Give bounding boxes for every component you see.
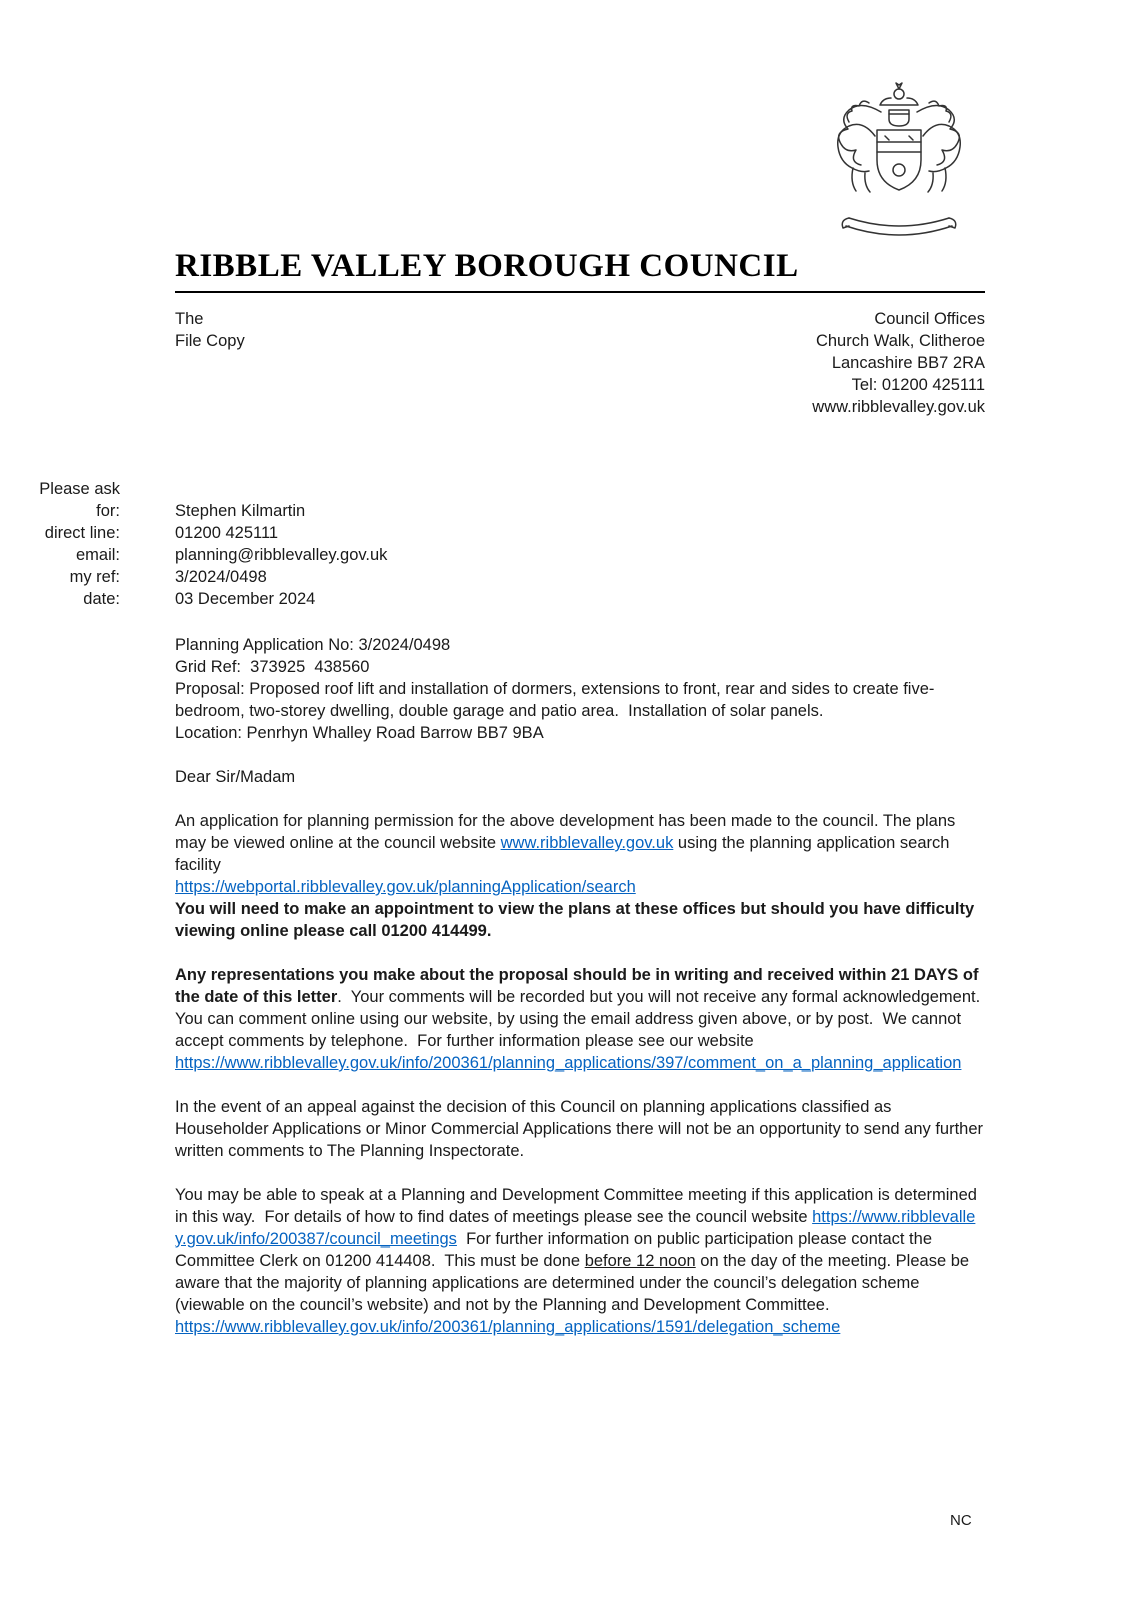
paragraph-text: You may be able to speak at a Planning and Development Committee meeting if this application is determined in this way. For details of how to find dates of meetings please see the council website (175, 1186, 982, 1226)
ref-line-proposal: Proposal: Proposed roof lift and installation of dormers, extensions to front, rear and sides to create five-bedroom, two-storey dwelling, double garage and patio area. Installation of solar panels. (175, 680, 935, 720)
meta-value-email: planning@ribblevalley.gov.uk (175, 546, 388, 564)
title-underline (175, 291, 985, 293)
paragraph-text: An application for planning permission for the above development has been made to the council. The plans may be viewed online at the council website (175, 812, 960, 852)
paragraph-committee (175, 1184, 985, 1338)
paragraph-representations (175, 964, 990, 1074)
letter-body (175, 634, 990, 1338)
meta-label-for: for: (96, 502, 120, 520)
salutation: Dear Sir/Madam (175, 768, 296, 786)
before-noon-underline: before 12 noon (584, 1252, 696, 1270)
file-copy-label (175, 308, 245, 418)
coat-of-arms (793, 78, 1005, 246)
application-ref-block (175, 634, 985, 744)
meta-label-email: email: (75, 546, 120, 564)
meta-values (175, 500, 387, 610)
council-meetings-link[interactable]: https://www.ribblevalley.gov.uk/info/200387/council_meetings (175, 1208, 976, 1248)
paragraph-text: using the planning application search facility (175, 834, 955, 874)
meta-labels (30, 478, 120, 610)
coat-of-arms-drawing (793, 78, 1005, 246)
paragraph-appeal: In the event of an appeal against the decision of this Council on planning applications classified as Householder Applications or Minor Commercial Applications there will not be an opportunity to send any further written comments to The Planning Inspectorate. (175, 1098, 988, 1160)
paragraph-text: . Your comments will be recorded but you will not receive any formal acknowledgement. You can comment online using our website, by using the email address given above, or by post. We cannot accept comments by telephone. For further information please see our website (175, 988, 990, 1050)
meta-label-please-ask: Please ask (39, 480, 120, 498)
meta-value-officer: Stephen Kilmartin (175, 502, 306, 520)
copy-line-the: The (175, 310, 204, 328)
council-name-title: RIBBLE VALLEY BOROUGH COUNCIL (175, 248, 799, 284)
paragraph-text: For further information on public participation please contact the Committee Clerk on 01200 414408. This must be done (175, 1230, 937, 1270)
paragraph-text: on the day of the meeting. Please be aware that the majority of planning applications are determined under the council’s delegation scheme (viewable on the council’s website) and not by the Planning and Development Committee. (175, 1252, 974, 1314)
address-line: Council Offices (874, 310, 985, 328)
address-website: www.ribblevalley.gov.uk (812, 398, 985, 416)
meta-label-my-ref: my ref: (69, 568, 120, 586)
meta-value-my-ref: 3/2024/0498 (175, 568, 267, 586)
address-line: Tel: 01200 425111 (851, 376, 985, 394)
meta-value-direct-line: 01200 425111 (175, 524, 279, 542)
address-row (175, 308, 985, 418)
ref-line-grid-ref: Grid Ref: 373925 438560 (175, 658, 370, 676)
ref-line-application-no: Planning Application No: 3/2024/0498 (175, 636, 451, 654)
delegation-scheme-link[interactable]: https://www.ribblevalley.gov.uk/info/200361/planning_applications/1591/delegation_scheme (175, 1318, 841, 1336)
reference-block (30, 478, 985, 610)
copy-line-file-copy: File Copy (175, 332, 245, 350)
planning-search-portal-link[interactable]: https://webportal.ribblevalley.gov.uk/planningApplication/search (175, 878, 636, 896)
council-website-link[interactable]: www.ribblevalley.gov.uk (500, 834, 674, 852)
ref-line-location: Location: Penrhyn Whalley Road Barrow BB7 9BA (175, 724, 544, 742)
council-address (812, 308, 985, 418)
address-line: Lancashire BB7 2RA (831, 354, 985, 372)
meta-label-direct-line: direct line: (44, 524, 120, 542)
paragraph-viewing-plans (175, 810, 985, 942)
meta-value-date: 03 December 2024 (175, 590, 316, 608)
address-line: Church Walk, Clitheroe (815, 332, 985, 350)
appointment-notice-bold: You will need to make an appointment to view the plans at these offices but should you have difficulty viewing online please call 01200 414499. (175, 900, 979, 940)
comment-on-application-link[interactable]: https://www.ribblevalley.gov.uk/info/200361/planning_applications/397/comment_on_a_planning_application (175, 1054, 962, 1072)
representations-bold: Any representations you make about the proposal should be in writing and received within 21 DAYS of the date of this letter (175, 966, 984, 1006)
footer-initials: NC (950, 1512, 972, 1529)
meta-label-date: date: (83, 590, 120, 608)
